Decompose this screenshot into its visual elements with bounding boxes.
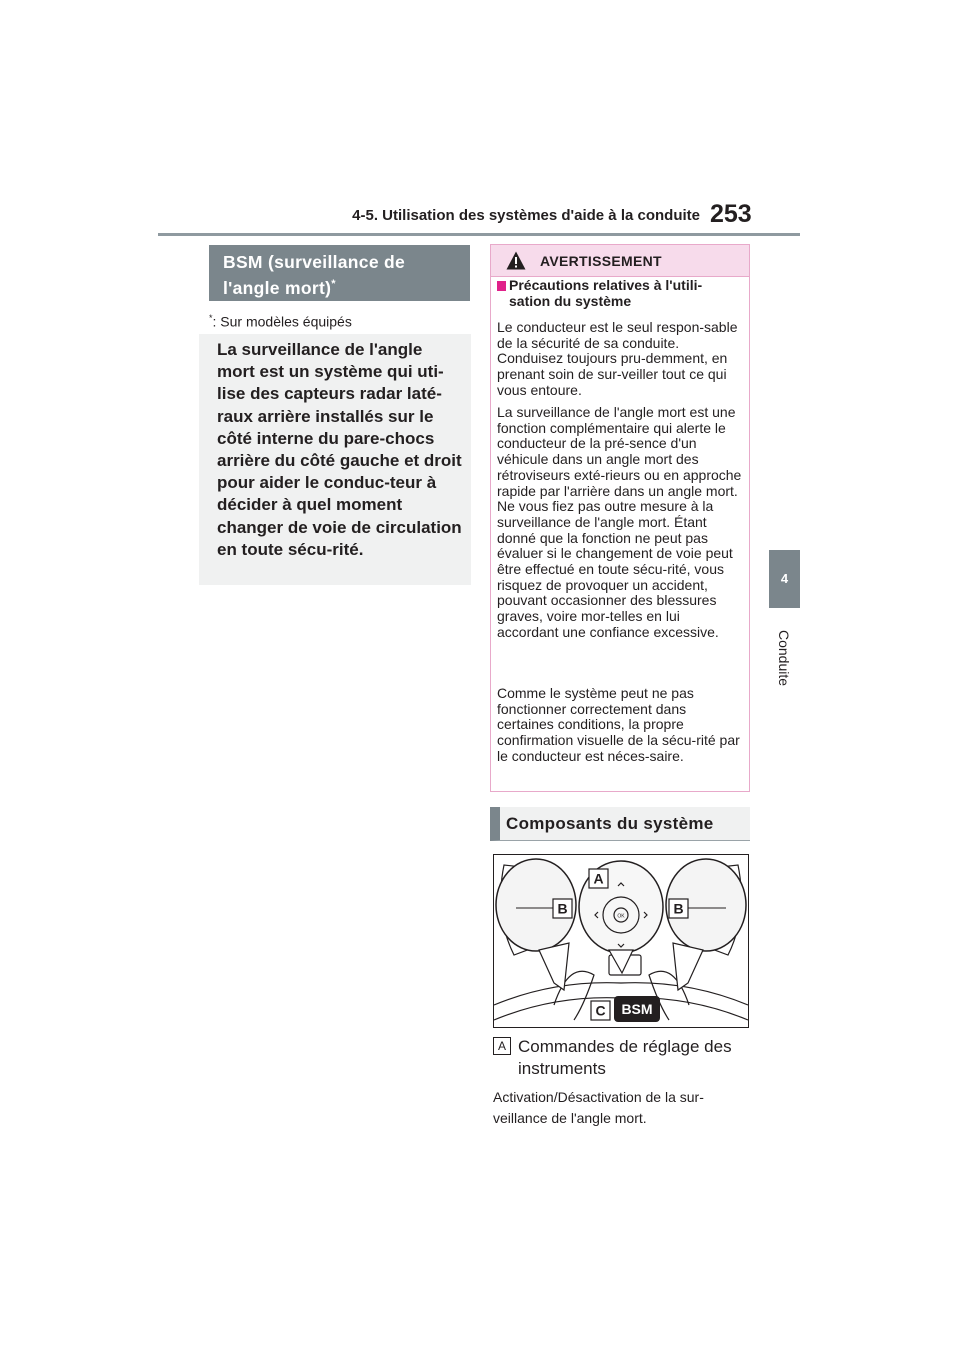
system-figure <box>493 854 749 1028</box>
warning-title: AVERTISSEMENT <box>540 253 662 269</box>
header-rule <box>158 233 800 236</box>
warning-paragraph-2: La surveillance de l'angle mort est une fonction complémentaire qui alerte le conducteur de la pré-sence d'un véhicule dans un angle mort des rétroviseurs exté-rieurs ou en approche rapide par l'arrière dans un angle mort. Ne vous fiez pas outre mesure à la surveillance de l'angle mort. Étant donné que la fonction ne peut pas évaluer si le changement de voie peut être effectué en toute sécu-rité, vous risquez de provoquer un accident, pouvant occasionner des blessures graves, voire mor-telles en lui accordant une confiance excessive. <box>497 404 742 640</box>
label-a: A <box>593 870 604 887</box>
chapter-label-text: Conduite <box>776 629 792 687</box>
ok-button-label: OK <box>617 913 625 920</box>
components-heading: Composants du système <box>490 807 750 841</box>
page-number: 253 <box>710 200 752 228</box>
warning-paragraph-3: Comme le système peut ne pas fonctionner correctement dans certaines conditions, la propre confirmation visuelle de la sécu-rité par le conducteur est néces-saire. <box>497 685 740 764</box>
item-text: Commandes de réglage des instruments <box>518 1037 732 1078</box>
chapter-label <box>752 620 816 696</box>
footnote-text: : Sur modèles équipés <box>212 313 352 330</box>
item-label-box: A <box>493 1037 511 1055</box>
footnote-mark: * <box>209 313 213 323</box>
label-c: C <box>595 1002 606 1019</box>
section-heading-mark: * <box>331 278 336 290</box>
section-heading-text: BSM (surveillance de l'angle mort) <box>223 252 406 298</box>
bsm-indicator-label: BSM <box>621 1001 653 1017</box>
warning-icon <box>506 251 526 270</box>
section-heading <box>209 245 470 301</box>
label-b-right: B <box>673 900 684 917</box>
item-description: Activation/Désactivation de la sur-veillance de l'angle mort. <box>493 1089 704 1126</box>
label-b-left: B <box>557 900 568 917</box>
dashboard-illustration <box>494 855 748 1027</box>
warning-subtitle: Précautions relatives à l'utili-sation du système <box>509 277 703 309</box>
warning-sub-marker <box>497 281 506 291</box>
warning-paragraph-1: Le conducteur est le seul respon-sable de la sécurité de sa conduite. Conduisez toujours pru-demment, en prenant soin de sur-veiller tout ce qui vous entoure. <box>497 319 738 398</box>
footnote <box>209 313 352 330</box>
chapter-tab[interactable]: 4 <box>769 550 800 608</box>
intro-text: La surveillance de l'angle mort est un système qui uti-lise des capteurs radar laté-raux arrière installés sur le côté interne du pare-chocs arrière du côté gauche et droit pour aider le conduc-teur à décider à quel moment changer de voie de circulation en toute sécu-rité. <box>217 340 462 559</box>
header-title: 4-5. Utilisation des systèmes d'aide à la conduite <box>352 207 700 224</box>
